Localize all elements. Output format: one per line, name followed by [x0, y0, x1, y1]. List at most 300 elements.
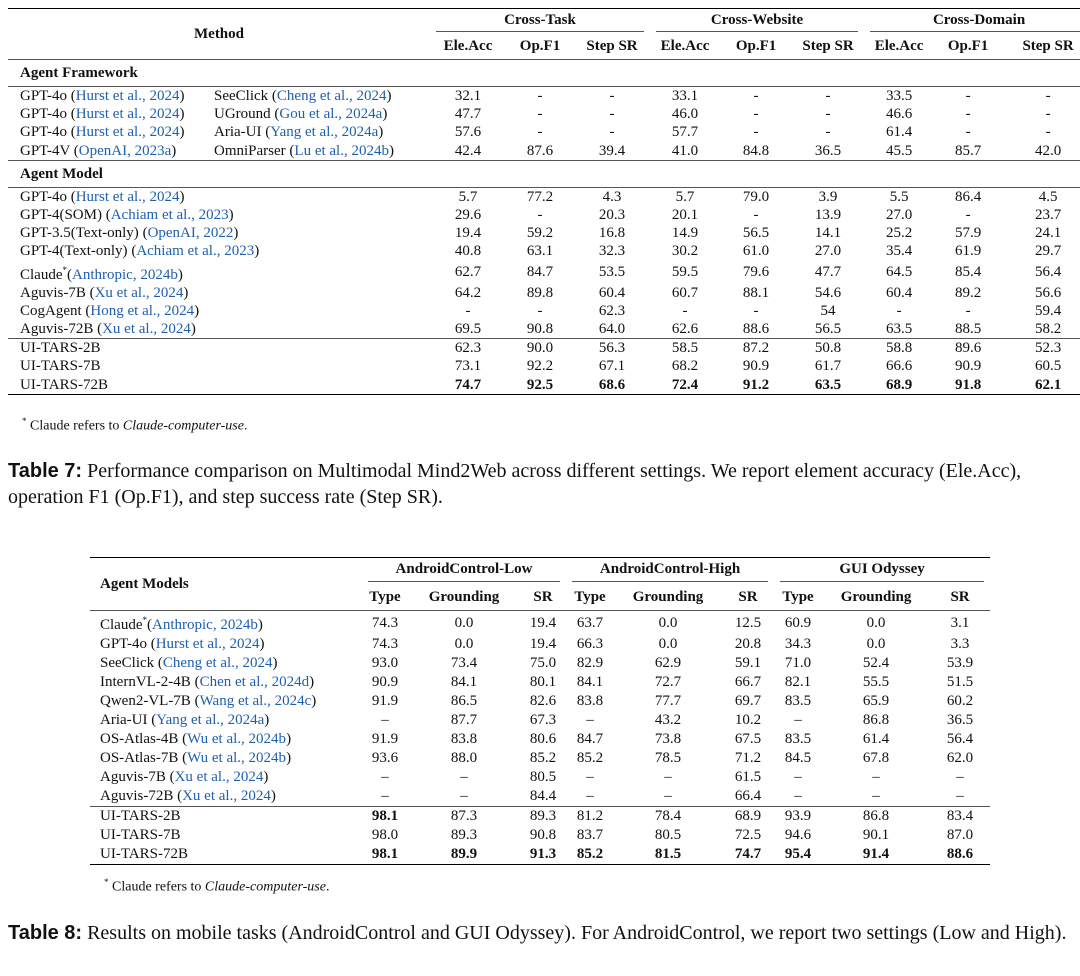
value-cell: 27.0	[885, 207, 913, 224]
value-cell: 72.4	[650, 375, 720, 394]
group-header: GUI Odyssey	[774, 558, 990, 585]
model-name: CogAgent	[20, 302, 82, 319]
value-cell: 67.1	[598, 358, 626, 375]
citation-link[interactable]: Hurst et al., 2024	[75, 188, 180, 205]
model-name: GPT-4o	[20, 124, 67, 141]
citation-link[interactable]: Hurst et al., 2024	[75, 106, 180, 123]
value-cell: 82.6	[529, 693, 557, 709]
value-cell: 60.2	[946, 693, 974, 709]
table-row	[8, 242, 1080, 260]
value-cell: 89.2	[954, 284, 982, 301]
metric-header: Type	[574, 588, 606, 605]
group-header: Cross-Domain	[864, 9, 1080, 34]
table-row	[8, 123, 1080, 141]
value-cell: –	[872, 769, 880, 785]
value-cell: 90.9	[742, 358, 770, 375]
value-cell: 64.2	[454, 284, 482, 301]
table-row	[90, 730, 990, 749]
group-header: AndroidControl-High	[566, 558, 774, 585]
citation-link[interactable]: Achiam et al., 2023	[110, 207, 229, 224]
model-name: UI-TARS-2B	[100, 808, 181, 824]
table-row	[90, 692, 990, 711]
value-cell: –	[586, 769, 594, 785]
value-cell: 88.1	[742, 284, 770, 301]
value-cell: -	[965, 124, 971, 141]
value-cell: -	[1002, 87, 1080, 106]
citation-link[interactable]: Anthropic, 2024b	[152, 617, 258, 633]
value-cell: –	[381, 712, 389, 728]
value-cell: –	[956, 788, 964, 804]
value-cell: 57.7	[671, 124, 699, 141]
citation-link[interactable]: Anthropic, 2024b	[72, 266, 178, 283]
table-row	[8, 339, 1080, 358]
citation-link[interactable]: Lu et al., 2024b	[294, 142, 389, 159]
value-cell: 51.5	[946, 674, 974, 690]
value-cell: 34.3	[784, 636, 812, 652]
value-cell: 67.8	[862, 750, 890, 766]
section-title: Agent Model	[8, 160, 1080, 187]
value-cell: 84.4	[529, 788, 557, 804]
value-cell: 87.3	[408, 807, 520, 827]
model-name: UI-TARS-72B	[20, 376, 108, 393]
value-cell: 89.3	[520, 807, 566, 827]
value-cell: 61.4	[885, 124, 913, 141]
table-row	[90, 845, 990, 865]
value-cell: 67.3	[529, 712, 557, 728]
citation-link[interactable]: OpenAI, 2022	[147, 225, 234, 242]
value-cell: 65.9	[862, 693, 890, 709]
value-cell: 72.5	[734, 827, 762, 843]
table-row	[8, 87, 1080, 106]
value-cell: 69.5	[454, 320, 482, 337]
value-cell: 39.4	[598, 142, 626, 159]
value-cell: 90.1	[862, 827, 890, 843]
value-cell: 59.1	[734, 655, 762, 671]
citation-link[interactable]: Xu et al., 2024	[174, 769, 264, 785]
value-cell: 32.3	[598, 243, 626, 260]
value-cell: 61.4	[862, 731, 890, 747]
value-cell: 58.2	[1034, 320, 1062, 337]
value-cell: 60.4	[598, 284, 626, 301]
value-cell: 90.8	[526, 320, 554, 337]
table-8	[90, 557, 990, 865]
citation-link[interactable]: Hong et al., 2024	[90, 302, 195, 319]
value-cell: 85.2	[566, 845, 614, 865]
value-cell: -	[753, 302, 759, 319]
table-row	[90, 749, 990, 768]
value-cell: 60.4	[885, 284, 913, 301]
value-cell: -	[537, 106, 543, 123]
metric-header: Op.F1	[947, 38, 989, 54]
model-name: GPT-4V	[20, 142, 71, 159]
citation-link[interactable]: Gou et al., 2024a	[279, 106, 383, 123]
model-name: GPT-4o	[20, 106, 67, 123]
model-name: Aguvis-7B	[100, 769, 166, 785]
footnote-mark: *	[62, 264, 67, 275]
citation-link[interactable]: Chen et al., 2024d	[199, 674, 310, 690]
citation-link[interactable]: Xu et al., 2024	[182, 788, 271, 804]
value-cell: 47.7	[814, 264, 842, 280]
model-name-cell: Claude*(Anthropic, 2024b)	[90, 611, 362, 636]
value-cell: 62.1	[1002, 375, 1080, 394]
citation-link[interactable]: Hurst et al., 2024	[155, 636, 260, 652]
value-cell: 23.7	[1034, 207, 1062, 224]
table-row	[90, 673, 990, 692]
table-row	[90, 826, 990, 845]
value-cell: -	[753, 106, 759, 123]
value-cell: 52.3	[1002, 339, 1080, 358]
model-name-cell	[90, 845, 362, 865]
value-cell: 94.6	[784, 827, 812, 843]
model-name: SeeClick	[100, 655, 155, 671]
value-cell: 58.8	[864, 339, 934, 358]
value-cell: 68.2	[671, 358, 699, 375]
models-header: Agent Models	[90, 558, 362, 611]
value-cell: 40.8	[454, 243, 482, 260]
value-cell: 56.5	[814, 320, 842, 337]
citation-link[interactable]: Wu et al., 2024b	[187, 731, 287, 747]
value-cell: 95.4	[774, 845, 822, 865]
value-cell: 89.9	[408, 845, 520, 865]
value-cell: -	[537, 207, 543, 224]
value-cell: 93.0	[371, 655, 399, 671]
citation-link[interactable]: Xu et al., 2024	[102, 320, 191, 337]
value-cell: 36.5	[946, 712, 974, 728]
value-cell: 83.7	[576, 827, 604, 843]
value-cell: 57.9	[954, 225, 982, 242]
table-8-caption: Table 8: Results on mobile tasks (AndroidControl and GUI Odyssey). For AndroidControl, we report two settings (Low and High).	[8, 922, 1067, 944]
value-cell: –	[664, 788, 672, 804]
model-name-cell: Aguvis-72B (Xu et al., 2024)	[20, 320, 196, 337]
value-cell: 98.1	[362, 845, 408, 865]
citation-link[interactable]: Achiam et al., 2023	[136, 243, 255, 260]
value-cell: 90.8	[529, 827, 557, 843]
metric-header: SR	[533, 588, 553, 605]
table-row	[90, 807, 990, 827]
value-cell: -	[1045, 106, 1051, 123]
value-cell: 57.6	[454, 124, 482, 141]
value-cell: 87.0	[946, 827, 974, 843]
model-name-cell: GPT-4o (Hurst et al., 2024)	[20, 106, 185, 123]
value-cell: 85.2	[529, 750, 557, 766]
value-cell: 91.9	[371, 693, 399, 709]
metric-header: Step SR	[802, 38, 854, 54]
value-cell: 58.5	[650, 339, 720, 358]
model-name-cell: GPT-4o (Hurst et al., 2024)	[100, 636, 265, 652]
value-cell: 63.5	[792, 375, 864, 394]
value-cell: 72.7	[654, 674, 682, 690]
table-row	[90, 787, 990, 807]
table-row	[8, 105, 1080, 123]
citation-link[interactable]: Hurst et al., 2024	[75, 124, 180, 141]
table-row	[8, 320, 1080, 339]
model-name: Qwen2-VL-7B	[100, 693, 191, 709]
value-cell: 5.5	[864, 187, 934, 206]
value-cell: 0.0	[658, 636, 678, 652]
table-row	[90, 768, 990, 787]
value-cell: -	[682, 302, 688, 319]
value-cell: 80.5	[654, 827, 682, 843]
model-name-cell: GPT-4o (Hurst et al., 2024)	[8, 187, 430, 206]
value-cell: 90.9	[954, 358, 982, 375]
value-cell: 52.4	[862, 655, 890, 671]
metric-header: SR	[738, 588, 758, 605]
metric-header: SR	[950, 588, 970, 605]
value-cell: 47.7	[454, 106, 482, 123]
table-row	[90, 635, 990, 654]
metric-header: Grounding	[840, 588, 912, 605]
value-cell: 74.3	[371, 636, 399, 652]
value-cell: 42.0	[1034, 142, 1062, 159]
citation-link[interactable]: Cheng et al., 2024	[276, 88, 387, 105]
value-cell: 3.1	[930, 611, 990, 636]
value-cell: 60.5	[1034, 358, 1062, 375]
value-cell: -	[792, 87, 864, 106]
value-cell: -	[965, 302, 971, 319]
model-name-cell: Aria-UI (Yang et al., 2024a)	[100, 712, 270, 728]
value-cell: 78.5	[654, 750, 682, 766]
value-cell: 20.1	[671, 207, 699, 224]
value-cell: –	[794, 769, 802, 785]
value-cell: 63.7	[566, 611, 614, 636]
value-cell: 59.5	[671, 264, 699, 280]
citation-link[interactable]: Xu et al., 2024	[94, 284, 184, 301]
value-cell: -	[609, 124, 615, 141]
model-name: GPT-4o	[20, 88, 67, 105]
model-name-cell	[8, 357, 430, 375]
footnote-mark: *	[142, 615, 147, 625]
value-cell: 91.8	[934, 375, 1002, 394]
metric-header: Type	[369, 588, 401, 605]
value-cell: 83.4	[930, 807, 990, 827]
value-cell: 66.3	[576, 636, 604, 652]
table-row	[8, 142, 1080, 161]
metric-header: Ele.Acc	[660, 38, 710, 54]
value-cell: 88.6	[742, 320, 770, 337]
value-cell: -	[896, 302, 902, 319]
value-cell: -	[537, 302, 543, 319]
model-name-cell	[90, 826, 362, 845]
value-cell: –	[586, 788, 594, 804]
value-cell: -	[465, 302, 471, 319]
value-cell: -	[1045, 124, 1051, 141]
value-cell: 0.0	[454, 636, 474, 652]
value-cell: 68.6	[574, 375, 650, 394]
value-cell: 14.9	[671, 225, 699, 242]
citation-link[interactable]: Cheng et al., 2024	[162, 655, 273, 671]
value-cell: 46.0	[671, 106, 699, 123]
value-cell: 92.5	[506, 375, 574, 394]
table-7-footnote: * Claude refers to Claude-computer-use.	[22, 416, 248, 434]
value-cell: 53.9	[946, 655, 974, 671]
model-name-cell	[90, 807, 362, 827]
method-header: Method	[8, 9, 430, 60]
value-cell: 41.0	[671, 142, 699, 159]
metric-header: Op.F1	[735, 38, 777, 54]
value-cell: 12.5	[722, 611, 774, 636]
value-cell: 81.5	[614, 845, 722, 865]
section-title: Agent Framework	[8, 60, 1080, 87]
value-cell: 86.8	[862, 712, 890, 728]
citation-link[interactable]: Yang et al., 2024a	[156, 712, 265, 728]
value-cell: 71.0	[784, 655, 812, 671]
value-cell: 90.9	[371, 674, 399, 690]
value-cell: 74.7	[430, 375, 506, 394]
value-cell: –	[381, 769, 389, 785]
model-name: OS-Atlas-7B	[100, 750, 179, 766]
value-cell: 13.9	[814, 207, 842, 224]
value-cell: 77.2	[506, 187, 574, 206]
model-name: Aria-UI	[214, 124, 262, 141]
table-row	[8, 357, 1080, 375]
value-cell: 89.8	[526, 284, 554, 301]
value-cell: 14.1	[814, 225, 842, 242]
value-cell: 43.2	[654, 712, 682, 728]
model-name: Aguvis-72B	[100, 788, 174, 804]
metric-header: Grounding	[428, 588, 500, 605]
value-cell: 83.8	[450, 731, 478, 747]
value-cell: –	[664, 769, 672, 785]
table-row	[90, 611, 990, 636]
value-cell: 55.5	[862, 674, 890, 690]
value-cell: 62.7	[454, 264, 482, 280]
value-cell: 79.6	[742, 264, 770, 280]
value-cell: 0.0	[866, 636, 886, 652]
value-cell: 66.6	[885, 358, 913, 375]
model-name-cell: Aguvis-72B (Xu et al., 2024)	[100, 788, 276, 804]
model-name-cell: GPT-4V (OpenAI, 2023a)	[20, 142, 177, 159]
model-name-cell: Aguvis-7B (Xu et al., 2024)	[20, 284, 189, 301]
value-cell: 61.7	[814, 358, 842, 375]
value-cell: 73.1	[454, 358, 482, 375]
value-cell: 83.8	[576, 693, 604, 709]
value-cell: 75.0	[529, 655, 557, 671]
value-cell: 62.3	[598, 302, 626, 319]
value-cell: 45.5	[885, 142, 913, 159]
model-name-cell: GPT-4o (Hurst et al., 2024)	[8, 87, 214, 106]
model-name-cell	[8, 375, 430, 394]
value-cell: 62.0	[946, 750, 974, 766]
value-cell: 54.6	[814, 284, 842, 301]
value-cell: 29.6	[454, 207, 482, 224]
value-cell: 63.5	[885, 320, 913, 337]
value-cell: 20.8	[734, 636, 762, 652]
value-cell: 84.1	[450, 674, 478, 690]
value-cell: 20.3	[598, 207, 626, 224]
value-cell: 82.9	[576, 655, 604, 671]
model-name-cell	[8, 339, 430, 358]
model-name-cell: UGround (Gou et al., 2024a)	[214, 106, 388, 123]
value-cell: 73.4	[450, 655, 478, 671]
metric-header: Step SR	[586, 38, 638, 54]
value-cell: 61.0	[742, 243, 770, 260]
value-cell: 73.8	[654, 731, 682, 747]
value-cell: 88.5	[954, 320, 982, 337]
value-cell: 84.8	[742, 142, 770, 159]
value-cell: 86.8	[822, 807, 930, 827]
value-cell: 62.6	[671, 320, 699, 337]
value-cell: 0.0	[408, 611, 520, 636]
citation-link[interactable]: Wang et al., 2024c	[199, 693, 312, 709]
value-cell: 98.1	[362, 807, 408, 827]
value-cell: 86.4	[934, 187, 1002, 206]
table-row	[8, 261, 1080, 284]
group-header: Cross-Task	[430, 9, 650, 34]
value-cell: 56.4	[1034, 264, 1062, 280]
model-name-cell: OmniParser (Lu et al., 2024b)	[214, 142, 394, 159]
value-cell: 56.4	[946, 731, 974, 747]
value-cell: 82.1	[784, 674, 812, 690]
table-row	[90, 654, 990, 673]
value-cell: 80.1	[529, 674, 557, 690]
value-cell: 89.6	[934, 339, 1002, 358]
value-cell: 88.0	[450, 750, 478, 766]
model-name-cell: GPT-4(Text-only) (Achiam et al., 2023)	[20, 243, 260, 260]
value-cell: -	[720, 87, 792, 106]
model-name: Claude	[100, 617, 143, 633]
value-cell: 56.6	[1034, 284, 1062, 301]
group-header: Cross-Website	[650, 9, 864, 34]
value-cell: 87.6	[526, 142, 554, 159]
model-name-cell: Aria-UI (Yang et al., 2024a)	[214, 124, 384, 141]
table-row	[8, 206, 1080, 224]
value-cell: 61.5	[734, 769, 762, 785]
model-name-cell: GPT-4(SOM) (Achiam et al., 2023)	[20, 207, 234, 224]
value-cell: 66.7	[734, 674, 762, 690]
value-cell: 81.2	[566, 807, 614, 827]
value-cell: 24.1	[1034, 225, 1062, 242]
model-name-cell: OS-Atlas-4B (Wu et al., 2024b)	[100, 731, 292, 747]
value-cell: –	[460, 788, 468, 804]
value-cell: 85.7	[954, 142, 982, 159]
model-name-cell: Qwen2-VL-7B (Wang et al., 2024c)	[100, 693, 317, 709]
citation-link[interactable]: Hurst et al., 2024	[75, 88, 180, 105]
value-cell: –	[956, 769, 964, 785]
value-cell: 59.4	[1034, 302, 1062, 319]
value-cell: -	[506, 87, 574, 106]
value-cell: 3.9	[792, 187, 864, 206]
value-cell: –	[794, 712, 802, 728]
value-cell: -	[609, 106, 615, 123]
citation-link[interactable]: Wu et al., 2024b	[187, 750, 287, 766]
value-cell: 91.4	[822, 845, 930, 865]
value-cell: 60.9	[774, 611, 822, 636]
table-row	[8, 302, 1080, 320]
value-cell: 30.2	[671, 243, 699, 260]
value-cell: 64.0	[598, 320, 626, 337]
value-cell: 29.7	[1034, 243, 1062, 260]
value-cell: 4.3	[574, 187, 650, 206]
value-cell: 84.1	[576, 674, 604, 690]
table-8-footnote: * Claude refers to Claude-computer-use.	[104, 877, 330, 895]
value-cell: 93.6	[371, 750, 399, 766]
value-cell: 78.4	[614, 807, 722, 827]
citation-link[interactable]: OpenAI, 2023a	[78, 142, 172, 159]
table-row	[90, 711, 990, 730]
value-cell: 19.4	[520, 611, 566, 636]
model-name: UI-TARS-7B	[100, 827, 181, 843]
model-name: UI-TARS-2B	[20, 340, 101, 357]
value-cell: 80.5	[529, 769, 557, 785]
value-cell: 83.5	[784, 731, 812, 747]
value-cell: 61.9	[954, 243, 982, 260]
table-row	[8, 187, 1080, 206]
value-cell: 59.2	[526, 225, 554, 242]
table-row	[8, 224, 1080, 242]
metric-header: Op.F1	[519, 38, 561, 54]
value-cell: -	[965, 207, 971, 224]
citation-link[interactable]: Yang et al., 2024a	[270, 124, 379, 141]
